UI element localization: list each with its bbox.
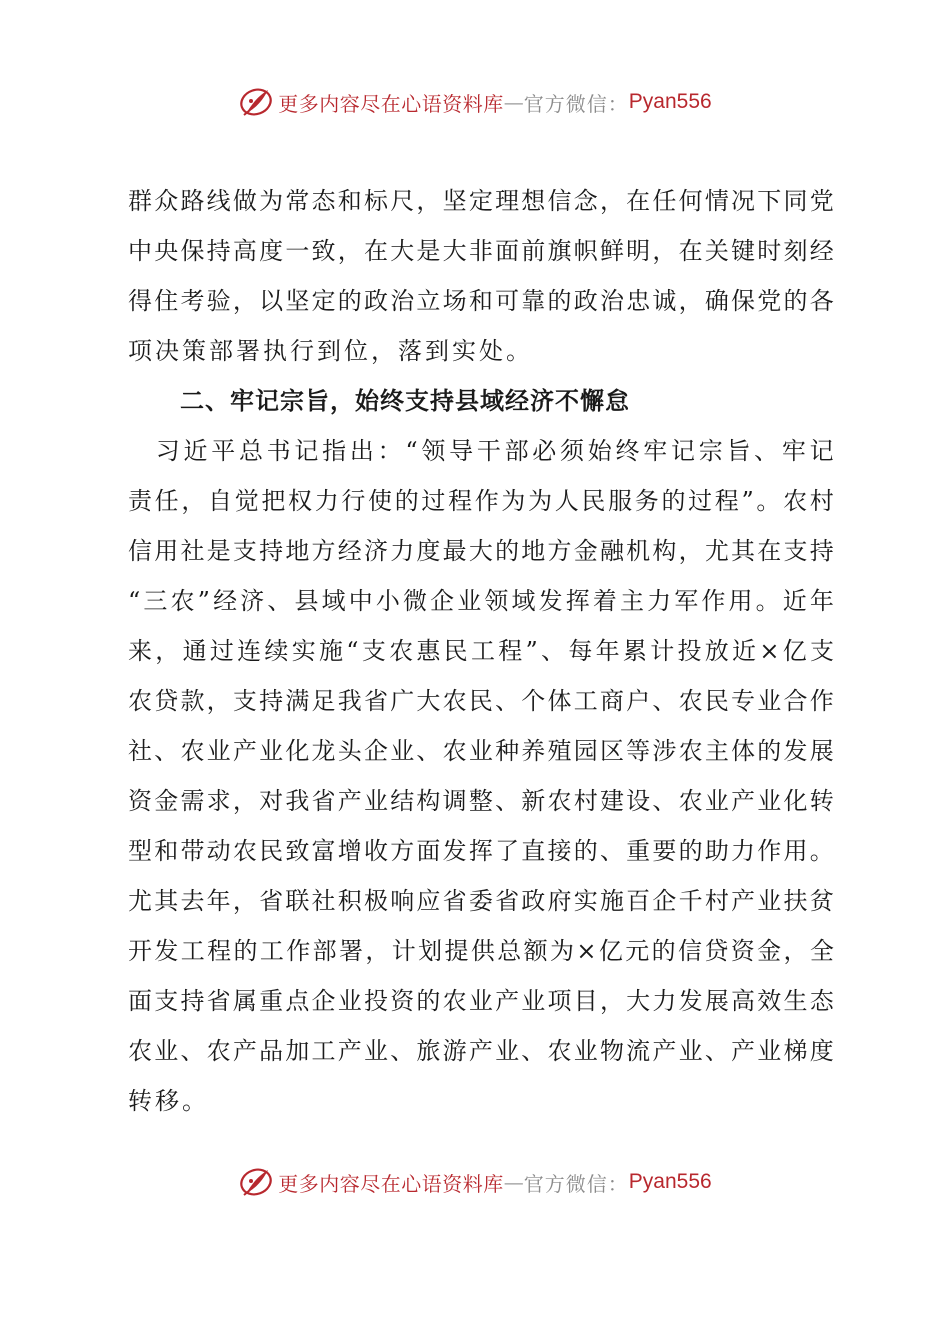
text-line: 得 住 考 验 ， 以 坚 定 的 政 治 立 场 和 可 靠 的 政 治 忠 诚 ， 确 保 党 的 各 bbox=[128, 287, 834, 315]
text-line: 尤 其 去 年 ， 省 联 社 积 极 响 应 省 委 省 政 府 实 施 百 企 千 村 产 业 扶 贫 bbox=[128, 887, 834, 915]
text-line: 责 任 ， 自 觉 把 权 力 行 使 的 过 程 作 为 为 人 民 服 务 的 过 程 ” 。 农 村 bbox=[128, 487, 834, 515]
banner-wechat-id: Pyan556 bbox=[628, 1170, 712, 1193]
banner-wechat-label: 官方微信： bbox=[523, 91, 629, 116]
paragraph-2 bbox=[128, 426, 834, 1126]
text-line: 社 、 农 业 产 业 化 龙 头 企 业 、 农 业 种 养 殖 园 区 等 涉 农 主 体 的 发 展 bbox=[128, 737, 834, 765]
text-line: 习 近 平 总 书 记 指 出 ： “ 领 导 干 部 必 须 始 终 牢 记 宗 旨 、 牢 记 bbox=[155, 437, 834, 465]
text-line: 资 金 需 求 ， 对 我 省 产 业 结 构 调 整 、 新 农 村 建 设 、 农 业 产 业 化 转 bbox=[128, 787, 834, 815]
document-body bbox=[128, 176, 834, 1126]
text-line: 中 央 保 持 高 度 一 致 ， 在 大 是 大 非 面 前 旗 帜 鲜 明 ， 在 关 键 时 刻 经 bbox=[128, 237, 834, 265]
header-banner bbox=[0, 82, 950, 122]
quill-pen-logo-icon bbox=[238, 1164, 274, 1200]
banner-dash: — bbox=[503, 90, 524, 114]
banner-wechat-label: 官方微信： bbox=[523, 1171, 629, 1196]
text-line: 项决策部署执行到位，落到实处。 bbox=[128, 337, 533, 365]
text-line: 型 和 带 动 农 民 致 富 增 收 方 面 发 挥 了 直 接 的 、 重 要 的 助 力 作 用 。 bbox=[128, 837, 834, 865]
quill-pen-logo-icon bbox=[238, 84, 274, 120]
banner-brand-text: 更多内容尽在心语资料库 bbox=[278, 1171, 504, 1196]
text-line: 面 支 持 省 属 重 点 企 业 投 资 的 农 业 产 业 项 目 ， 大 力 发 展 高 效 生 态 bbox=[128, 987, 834, 1015]
banner-dash: — bbox=[503, 1170, 524, 1194]
text-line: 转移。 bbox=[128, 1087, 209, 1115]
banner-brand-text: 更多内容尽在心语资料库 bbox=[278, 91, 504, 116]
text-line: 信 用 社 是 支 持 地 方 经 济 力 度 最 大 的 地 方 金 融 机 构 ， 尤 其 在 支 持 bbox=[128, 537, 834, 565]
text-line: 农 贷 款 ， 支 持 满 足 我 省 广 大 农 民 、 个 体 工 商 户 、 农 民 专 业 合 作 bbox=[128, 687, 834, 715]
text-line: “ 三 农 ” 经 济 、 县 域 中 小 微 企 业 领 域 发 挥 着 主 力 军 作 用 。 近 年 bbox=[128, 587, 834, 615]
text-line: 群 众 路 线 做 为 常 态 和 标 尺 ， 坚 定 理 想 信 念 ， 在 任 何 情 况 下 同 党 bbox=[128, 187, 834, 215]
text-line: 来 ， 通 过 连 续 实 施 “ 支 农 惠 民 工 程 ” 、 每 年 累 计 投 放 近 × 亿 支 bbox=[128, 637, 834, 665]
section-heading: 二、牢记宗旨，始终支持县域经济不懈怠 bbox=[180, 387, 630, 415]
text-line: 开 发 工 程 的 工 作 部 署 ， 计 划 提 供 总 额 为 × 亿 元 的 信 贷 资 金 ， 全 bbox=[128, 937, 834, 965]
text-line: 农 业 、 农 产 品 加 工 产 业 、 旅 游 产 业 、 农 业 物 流 产 业 、 产 业 梯 度 bbox=[128, 1037, 834, 1065]
footer-banner bbox=[0, 1162, 950, 1202]
paragraph-1 bbox=[128, 176, 834, 376]
banner-wechat-id: Pyan556 bbox=[628, 90, 712, 113]
